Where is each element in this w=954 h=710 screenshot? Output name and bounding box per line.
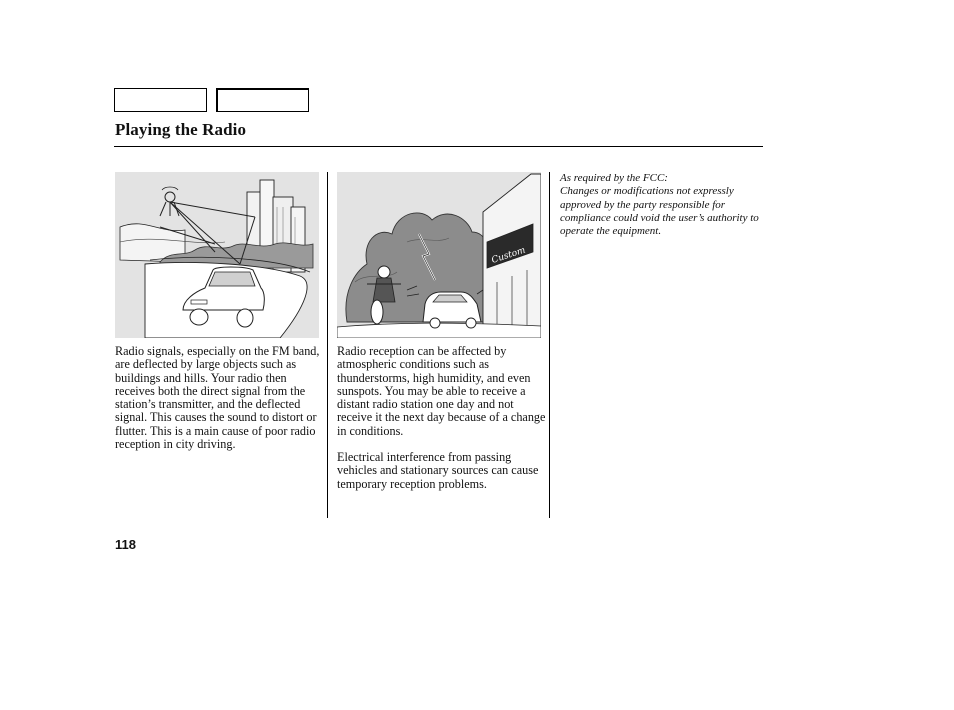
fcc-note	[560, 172, 765, 238]
atmospheric-conditions-paragraph: Radio reception can be affected by atmospheric conditions such as thunderstorms, high humidity, and even sunspots. You may be able to receive a distant radio station one day and not receive it the next day because of a change in conditions.	[337, 344, 546, 438]
svg-text:Custom: Custom	[490, 245, 527, 266]
fcc-note-text: Changes or modifications not expressly approved by the party responsible for compliance could void the user’s authority to operate the equipment.	[560, 185, 759, 238]
nav-tab-index[interactable]	[216, 88, 309, 112]
page-number: 118	[115, 537, 136, 552]
nav-tab-main-menu[interactable]	[114, 88, 207, 112]
radio-signal-deflection-illustration	[115, 172, 319, 338]
radio-signal-deflection-icon	[115, 172, 319, 338]
page-title: Playing the Radio	[115, 120, 247, 139]
column-divider	[327, 172, 328, 518]
electrical-interference-paragraph: Electrical interference from passing vehicles and stationary sources can cause temporary reception problems.	[337, 450, 539, 491]
fcc-note-heading: As required by the FCC:	[560, 172, 668, 184]
column-divider	[549, 172, 550, 518]
atmospheric-interference-illustration	[337, 172, 541, 338]
title-rule	[114, 146, 763, 147]
atmospheric-interference-icon	[337, 172, 541, 338]
signal-deflection-paragraph: Radio signals, especially on the FM band, are deflected by large objects such as buildings and hills. Your radio then receives both the direct signal from the station’s transmitter, and the deflected signal. This causes the sound to distort or flutter. This is a main cause of poor radio reception in city driving.	[115, 344, 320, 452]
